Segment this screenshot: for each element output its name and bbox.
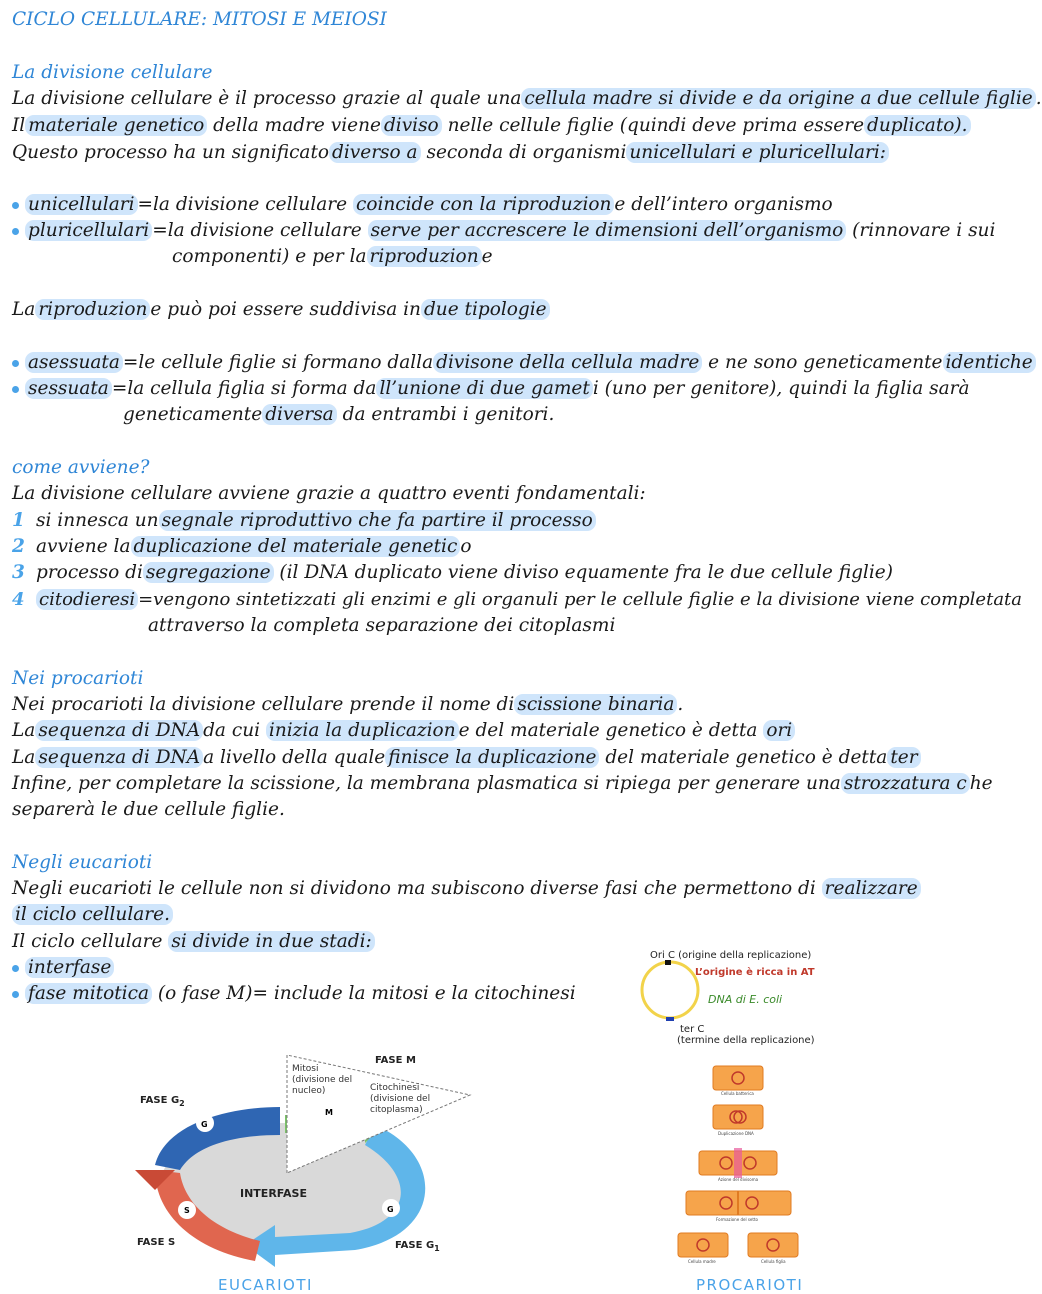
highlight: riproduzion bbox=[367, 246, 482, 267]
highlight: duplicazione del materiale genetic bbox=[131, 536, 461, 557]
text: seconda di organismi bbox=[426, 142, 627, 163]
highlight: diverso a bbox=[329, 142, 421, 163]
text: . bbox=[1035, 88, 1042, 109]
text: o bbox=[460, 536, 472, 557]
highlight: serve per accrescere le dimensioni dell’organismo bbox=[368, 220, 847, 241]
bullet-item bbox=[12, 350, 1036, 376]
highlight: diviso bbox=[381, 115, 442, 136]
fase-g1-sub: 1 bbox=[434, 1244, 440, 1253]
text: processo di bbox=[36, 562, 143, 583]
paragraph-line bbox=[12, 745, 921, 771]
paragraph-line bbox=[12, 86, 1042, 112]
text: La bbox=[12, 299, 36, 320]
text: avviene la bbox=[36, 536, 131, 557]
bullet-continuation bbox=[172, 244, 493, 270]
g2-marker-label: G bbox=[201, 1120, 208, 1129]
text: he bbox=[969, 773, 993, 794]
m-marker-label: M bbox=[325, 1108, 333, 1117]
daughter-cell-right bbox=[748, 1233, 798, 1257]
number: 3 bbox=[12, 562, 25, 583]
numbered-item bbox=[12, 560, 893, 586]
highlight: finisce la duplicazione bbox=[385, 747, 599, 768]
section-heading-procarioti: Nei procarioti bbox=[12, 668, 144, 689]
paragraph-line bbox=[12, 876, 921, 902]
divisome bbox=[734, 1148, 742, 1178]
highlight: unicellulari e pluricellulari: bbox=[626, 142, 889, 163]
dna-ecoli-label: DNA di E. coli bbox=[708, 993, 783, 1006]
paragraph-line bbox=[12, 771, 993, 797]
text: Questo processo ha un significato bbox=[12, 142, 330, 163]
text: =la divisione cellulare bbox=[137, 194, 348, 215]
highlight: sequenza di DNA bbox=[35, 720, 203, 741]
ori-c-label: Ori C (origine della replicazione) bbox=[650, 950, 812, 961]
highlight: diversa bbox=[262, 404, 337, 425]
section-heading-come-avviene: come avviene? bbox=[12, 457, 150, 478]
highlight: duplicato). bbox=[864, 115, 971, 136]
highlight: riproduzion bbox=[35, 299, 150, 320]
paragraph-line: separerà le due cellule figlie. bbox=[12, 799, 285, 820]
binary-fission-diagram bbox=[676, 1063, 806, 1268]
text: e ne sono geneticamente bbox=[708, 352, 943, 373]
interfase-label: INTERFASE bbox=[240, 1187, 307, 1200]
text: nelle cellule figlie (quindi deve prima essere bbox=[447, 115, 865, 136]
text: . bbox=[677, 694, 684, 715]
highlight: sessuata bbox=[25, 378, 112, 399]
bullet-dot bbox=[12, 965, 19, 972]
highlight: segnale riproduttivo che fa partire il processo bbox=[159, 510, 596, 531]
text: (rinnovare i sui bbox=[852, 220, 996, 241]
text: (o fase M)= include la mitosi e la citochinesi bbox=[157, 983, 576, 1004]
step-1-caption: Cellula batterica bbox=[721, 1091, 754, 1096]
text: e bbox=[481, 246, 493, 267]
numbered-item bbox=[12, 587, 1022, 613]
bullet-dot bbox=[12, 386, 19, 393]
citochinesi-line: (divisione del bbox=[370, 1094, 431, 1104]
highlight: si divide in due stadi: bbox=[168, 931, 374, 952]
highlight: interfase bbox=[25, 957, 114, 978]
ter-c-label: ter C bbox=[680, 1024, 705, 1035]
highlight: coincide con la riproduzion bbox=[353, 194, 614, 215]
highlight: inizia la duplicazion bbox=[266, 720, 459, 741]
highlight: segregazione bbox=[143, 562, 274, 583]
section-heading-eucarioti: Negli eucarioti bbox=[12, 852, 153, 873]
ter-marker bbox=[666, 1017, 674, 1021]
ecoli-dna-diagram bbox=[635, 945, 835, 1045]
paragraph-line bbox=[12, 692, 683, 718]
text: da cui bbox=[203, 720, 261, 741]
cell-step-1 bbox=[713, 1066, 763, 1090]
citochinesi-line: citoplasma) bbox=[370, 1105, 423, 1115]
highlight: scissione binaria bbox=[514, 694, 677, 715]
rich-at-label: L’origine è ricca in AT bbox=[695, 967, 815, 978]
paragraph-line bbox=[12, 297, 550, 323]
highlight: due tipologie bbox=[421, 299, 550, 320]
text: Negli eucarioti le cellule non si dividono ma subiscono diverse fasi che permettono di bbox=[12, 878, 816, 899]
s-marker-label: S bbox=[184, 1206, 190, 1215]
highlight: il ciclo cellulare. bbox=[12, 904, 173, 925]
g1-marker-label: G bbox=[387, 1205, 394, 1214]
cell-step-2 bbox=[713, 1105, 763, 1129]
bullet-item bbox=[12, 981, 576, 1007]
citochinesi-line: Citochinesi bbox=[370, 1083, 420, 1093]
step-3-caption: Azione del divisoma bbox=[718, 1177, 759, 1182]
paragraph-line bbox=[12, 929, 375, 955]
highlight: realizzare bbox=[822, 878, 921, 899]
text: =la cellula figlia si forma da bbox=[111, 378, 377, 399]
highlight: materiale genetico bbox=[25, 115, 207, 136]
mitosi-line: Mitosi bbox=[292, 1064, 319, 1074]
mitosi-line: nucleo) bbox=[292, 1086, 326, 1096]
text: =vengono sintetizzati gli enzimi e gli organuli per le cellule figlie e la divisione viene completata bbox=[138, 589, 1023, 610]
fase-g1-text: FASE G bbox=[395, 1240, 435, 1251]
text: e dell’intero organismo bbox=[614, 194, 833, 215]
highlight: asessuata bbox=[25, 352, 123, 373]
numbered-continuation: attraverso la completa separazione dei citoplasmi bbox=[148, 615, 616, 636]
text: La bbox=[12, 720, 36, 741]
highlight: citodieresi bbox=[36, 589, 138, 610]
bullet-dot bbox=[12, 360, 19, 367]
text: Infine, per completare la scissione, la membrana plasmatica si ripiega per generare una bbox=[12, 773, 841, 794]
text: (il DNA duplicato viene diviso equamente fra le due cellule figlie) bbox=[279, 562, 893, 583]
highlight: unicellulari bbox=[25, 194, 138, 215]
text: Il bbox=[12, 115, 26, 136]
text: componenti) e per la bbox=[172, 246, 367, 267]
fase-g2-sub: 2 bbox=[179, 1099, 185, 1108]
bullet-dot bbox=[12, 991, 19, 998]
paragraph-line bbox=[12, 113, 971, 139]
text: e può poi essere suddivisa in bbox=[150, 299, 421, 320]
page-title: CICLO CELLULARE: MITOSI E MEIOSI bbox=[12, 9, 387, 30]
fase-g2-text: FASE G bbox=[140, 1095, 180, 1106]
bullet-dot bbox=[12, 202, 19, 209]
bullet-item bbox=[12, 955, 114, 981]
bullet-continuation bbox=[123, 402, 554, 428]
numbered-item bbox=[12, 508, 596, 534]
bullet-item bbox=[12, 192, 833, 218]
text: =la divisione cellulare bbox=[152, 220, 362, 241]
highlight: ori bbox=[763, 720, 795, 741]
text: del materiale genetico è detta bbox=[605, 747, 888, 768]
figlia-caption: Cellula figlia bbox=[761, 1259, 786, 1264]
highlight: divisone della cellula madre bbox=[433, 352, 702, 373]
text: La bbox=[12, 747, 36, 768]
circular-dna bbox=[642, 962, 698, 1018]
madre-caption: Cellula madre bbox=[688, 1259, 716, 1264]
text: da entrambi i genitori. bbox=[342, 404, 555, 425]
highlight: identiche bbox=[943, 352, 1036, 373]
step-4-caption: Formazione del setto bbox=[716, 1217, 758, 1222]
fase-g2-label bbox=[140, 1095, 185, 1108]
highlight: ll’unione di due gamet bbox=[376, 378, 592, 399]
text: =le cellule figlie si formano dalla bbox=[122, 352, 434, 373]
text: La divisione cellulare è il processo grazie al quale una bbox=[12, 88, 522, 109]
cell-cycle-diagram bbox=[125, 1045, 485, 1270]
number: 1 bbox=[12, 510, 25, 531]
highlight: strozzatura c bbox=[841, 773, 970, 794]
text: Nei procarioti la divisione cellulare prende il nome di bbox=[12, 694, 515, 715]
fase-s-label: FASE S bbox=[137, 1237, 176, 1248]
procarioti-label: PROCARIOTI bbox=[696, 1276, 804, 1294]
fase-m-label: FASE M bbox=[375, 1055, 416, 1066]
daughter-cell-left bbox=[678, 1233, 728, 1257]
ter-c-desc: (termine della replicazione) bbox=[677, 1035, 815, 1046]
paragraph-line: La divisione cellulare avviene grazie a quattro eventi fondamentali: bbox=[12, 483, 646, 504]
numbered-item bbox=[12, 534, 471, 560]
text: a livello della quale bbox=[203, 747, 386, 768]
text: geneticamente bbox=[123, 404, 263, 425]
eucarioti-label: EUCARIOTI bbox=[218, 1276, 313, 1294]
text: si innesca un bbox=[36, 510, 159, 531]
text: i (uno per genitore), quindi la figlia sarà bbox=[592, 378, 970, 399]
highlight: cellula madre si divide e da origine a due cellule figlie bbox=[521, 88, 1035, 109]
highlight: sequenza di DNA bbox=[35, 747, 203, 768]
text: Il ciclo cellulare bbox=[12, 931, 163, 952]
text: e del materiale genetico è detta bbox=[458, 720, 758, 741]
highlight: pluricellulari bbox=[25, 220, 152, 241]
highlight: fase mitotica bbox=[25, 983, 152, 1004]
number: 4 bbox=[12, 589, 25, 610]
mitosi-line: (divisione del bbox=[292, 1075, 353, 1085]
fase-g1-label bbox=[395, 1240, 440, 1253]
bullet-item bbox=[12, 218, 995, 244]
highlight: ter bbox=[887, 747, 920, 768]
number: 2 bbox=[12, 536, 25, 557]
paragraph-line bbox=[12, 140, 889, 166]
bullet-dot bbox=[12, 228, 19, 235]
section-heading-divisione: La divisione cellulare bbox=[12, 62, 213, 83]
text: della madre viene bbox=[213, 115, 381, 136]
step-2-caption: Duplicazione DNA bbox=[718, 1131, 754, 1136]
bullet-item bbox=[12, 376, 970, 402]
paragraph-line bbox=[12, 718, 795, 744]
paragraph-line bbox=[12, 902, 173, 928]
